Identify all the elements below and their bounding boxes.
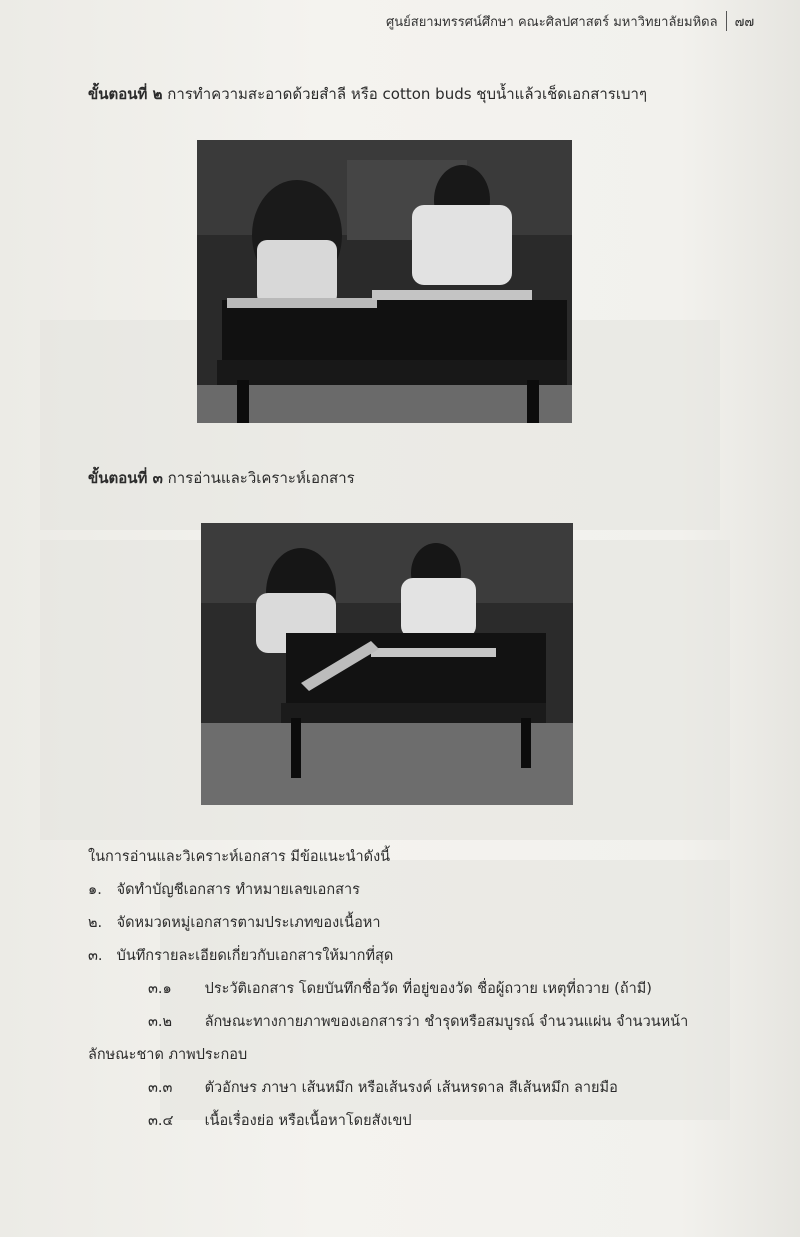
step-3-heading (88, 466, 355, 490)
sub-list-item-number: ๓.๓ (148, 1080, 173, 1096)
list-item-text: จัดทำบัญชีเอกสาร ทำหมายเลขเอกสาร (116, 882, 360, 898)
reading-intro: ในการอ่านและวิเคราะห์เอกสาร มีข้อแนะนำดังนี้ (88, 849, 391, 865)
page-number: ๗๗ (734, 14, 755, 30)
list-item-text: บันทึกรายละเอียดเกี่ยวกับเอกสารให้มากที่สุด (116, 948, 394, 964)
sub-list-item-text: เนื้อเรื่องย่อ หรือเนื้อหาโดยสังเขป (204, 1113, 412, 1129)
step-3-label: ขั้นตอนที่ ๓ (88, 469, 163, 487)
header-institution: ศูนย์สยามทรรศน์ศึกษา คณะศิลปศาสตร์ มหาวิทยาลัยมหิดล (386, 14, 718, 30)
step-2-text: การทำความสะอาดด้วยสำลี หรือ cotton buds ชุบน้ำแล้วเช็ดเอกสารเบาๆ (167, 85, 647, 103)
sub-list-item-text: ลักษณะทางกายภาพของเอกสารว่า ชำรุดหรือสมบูรณ์ จำนวนแผ่น จำนวนหน้า (204, 1014, 689, 1030)
photo-cleaning-documents (197, 140, 572, 423)
sub-list-item-continuation (88, 1043, 247, 1066)
list-item-number: ๑. (88, 882, 102, 898)
list-item (88, 911, 380, 934)
list-item (88, 944, 393, 967)
sub-list-item (148, 1076, 618, 1099)
sub-list-item-text: ลักษณะชาด ภาพประกอบ (88, 1047, 248, 1063)
sub-list-item (148, 977, 652, 1000)
list-item-text: จัดหมวดหมู่เอกสารตามประเภทของเนื้อหา (116, 915, 381, 931)
list-item (88, 878, 360, 901)
sub-list-item-text: ประวัติเอกสาร โดยบันทึกชื่อวัด ที่อยู่ของวัด ชื่อผู้ถวาย เหตุที่ถวาย (ถ้ามี) (204, 981, 652, 997)
sub-list-item-text: ตัวอักษร ภาษา เส้นหมึก หรือเส้นรงค์ เส้นหรดาล สีเส้นหมึก ลายมือ (204, 1080, 618, 1096)
sub-list-item-number: ๓.๑ (148, 981, 172, 997)
photo-reading-documents (201, 523, 573, 805)
step-3-text: การอ่านและวิเคราะห์เอกสาร (167, 469, 355, 487)
sub-list-item-number: ๓.๒ (148, 1014, 173, 1030)
sub-list-item-number: ๓.๔ (148, 1113, 174, 1129)
sub-list-item (148, 1109, 412, 1132)
header-divider (726, 11, 727, 31)
running-header (386, 8, 780, 34)
list-item-number: ๒. (88, 915, 103, 931)
list-item-number: ๓. (88, 948, 103, 964)
step-2-heading (88, 82, 647, 106)
sub-list-item (148, 1010, 688, 1033)
step-2-label: ขั้นตอนที่ ๒ (88, 85, 163, 103)
